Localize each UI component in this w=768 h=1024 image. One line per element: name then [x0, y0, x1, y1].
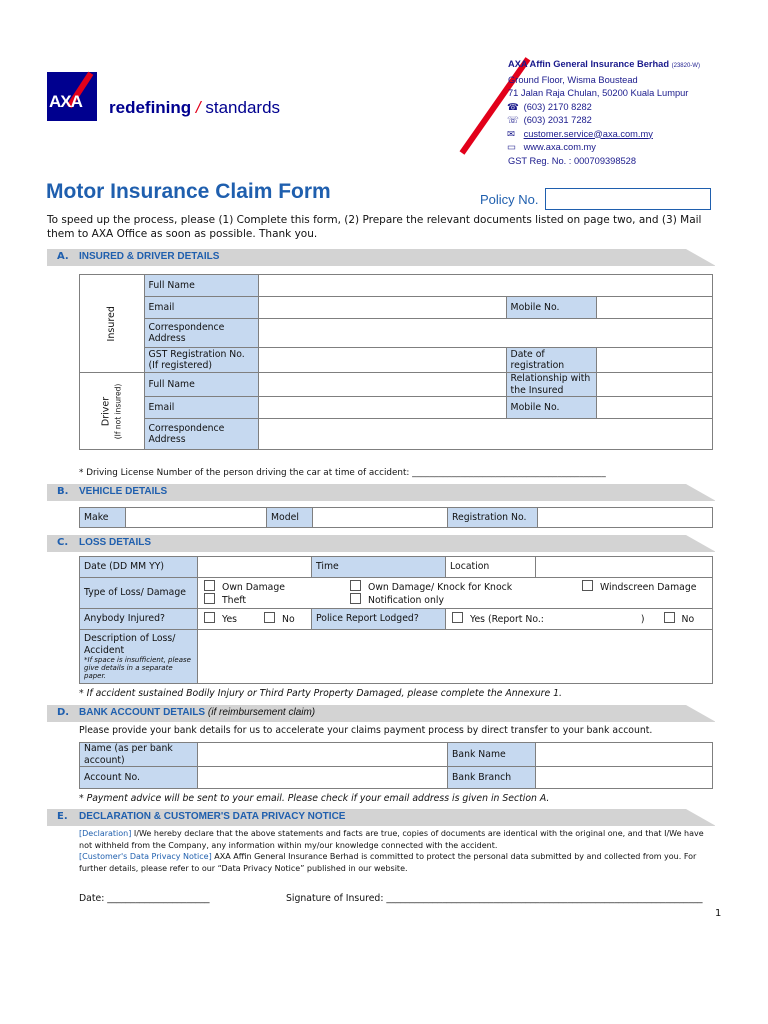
section-title: VEHICLE DETAILS — [79, 486, 168, 497]
description-title: Description of Loss/ Accident — [84, 633, 176, 656]
date-field[interactable] — [198, 557, 312, 578]
driver-email-field[interactable] — [258, 397, 506, 419]
checkbox[interactable] — [452, 612, 463, 623]
type-of-loss-label: Type of Loss/ Damage — [80, 578, 198, 609]
logo-text: AXA — [49, 92, 82, 111]
checkbox[interactable] — [204, 580, 215, 591]
injured-no-option[interactable]: No — [264, 614, 295, 625]
insured-address-label: Correspondence Address — [144, 319, 258, 348]
make-field[interactable] — [126, 508, 267, 528]
annexure-note: * If accident sustained Bodily Injury or Third Party Property Damaged, please complete the Annexure 1. — [79, 688, 563, 699]
bank-table — [79, 742, 713, 789]
company-email[interactable]: customer.service@axa.com.my — [523, 128, 653, 139]
phone-icon: ☎ — [507, 101, 519, 112]
section-a-header — [47, 249, 715, 266]
company-name: AXA Affin General Insurance Berhad — [508, 59, 670, 69]
license-note: * Driving License Number of the person driving the car at time of accident: ____________________________________________ — [79, 468, 606, 478]
section-d-header — [47, 705, 715, 722]
section-c-header — [47, 535, 715, 552]
section-letter: E. — [57, 811, 68, 822]
make-label: Make — [80, 508, 126, 528]
insured-signature-line[interactable]: Signature of Insured: ____________________________________________________________________ — [286, 893, 703, 904]
section-letter: D. — [57, 707, 70, 718]
declaration-body: I/We hereby declare that the above statements and facts are true, copies of documents are identical with the original one, and that I/We have not withheld from the Company, any information within my/our knowledge connected with the accident. — [79, 829, 704, 850]
bank-name-label: Bank Name — [448, 743, 536, 767]
page-number: 1 — [715, 908, 722, 919]
loss-details-table — [79, 556, 713, 684]
bank-branch-field[interactable] — [536, 767, 713, 789]
bank-name-field[interactable] — [536, 743, 713, 767]
driver-address-field[interactable] — [258, 419, 712, 450]
account-no-label: Account No. — [80, 767, 198, 789]
policy-number-field[interactable] — [545, 188, 711, 210]
location-field[interactable] — [536, 557, 713, 578]
insured-email-field[interactable] — [258, 297, 506, 319]
fax-icon: ☏ — [507, 115, 519, 125]
section-title: LOSS DETAILS — [79, 537, 152, 548]
account-name-label: Name (as per bank account) — [80, 743, 198, 767]
model-label: Model — [267, 508, 313, 528]
insured-driver-table — [79, 274, 713, 450]
slogan — [109, 98, 280, 118]
section-e-header — [47, 809, 715, 826]
section-title: DECLARATION & CUSTOMER'S DATA PRIVACY NOTICE — [79, 811, 346, 822]
bank-intro: Please provide your bank details for us to accelerate your claims payment process by direct transfer to your bank account. — [79, 725, 653, 736]
date-registration-field[interactable] — [596, 348, 712, 373]
windscreen-option[interactable]: Windscreen Damage — [582, 580, 696, 594]
relationship-label: Relationship with the Insured — [506, 373, 596, 397]
checkbox[interactable] — [582, 580, 593, 591]
section-letter: C. — [57, 537, 69, 548]
gst-number: GST Reg. No. : 000709398528 — [508, 155, 637, 166]
description-field[interactable] — [198, 630, 713, 684]
police-no-option[interactable]: No — [664, 614, 695, 625]
vehicle-table — [79, 507, 713, 528]
anybody-injured-label: Anybody Injured? — [80, 609, 198, 630]
police-report-label: Police Report Lodged? — [312, 609, 446, 630]
driver-full-name-label: Full Name — [144, 373, 258, 397]
page-title: Motor Insurance Claim Form — [46, 180, 331, 203]
checkbox[interactable] — [204, 612, 215, 623]
section-title: INSURED & DRIVER DETAILS — [79, 251, 220, 262]
declaration-tag: [Declaration] — [79, 829, 132, 838]
checkbox[interactable] — [204, 593, 215, 604]
checkbox[interactable] — [664, 612, 675, 623]
insured-address-field[interactable] — [258, 319, 712, 348]
company-website[interactable]: www.axa.com.my — [523, 142, 596, 152]
driver-full-name-field[interactable] — [258, 373, 506, 397]
injured-options — [198, 609, 312, 630]
privacy-body: AXA Affin General Insurance Berhad is committed to protect the personal data submitted by and collected from you. For further details, please refer to our “Data Privacy Notice” published in our website. — [79, 852, 697, 873]
phone-number: (603) 2170 8282 — [523, 101, 592, 112]
company-reg: (23820-W) — [671, 63, 700, 69]
address-line-2: 71 Jalan Raja Chulan, 50200 Kuala Lumpur — [508, 88, 689, 98]
date-signature-line[interactable]: Date: ______________________ — [79, 893, 210, 904]
slogan-bold: redefining — [109, 98, 192, 117]
section-letter: A. — [57, 251, 69, 262]
checkbox[interactable] — [264, 612, 275, 623]
intro-text: To speed up the process, please (1) Complete this form, (2) Prepare the relevant documents listed on page two, and (3) Mail them to AXA Office as soon as possible. Thank you. — [47, 214, 702, 240]
account-name-field[interactable] — [198, 743, 448, 767]
insured-side-label: Insured — [80, 275, 145, 373]
relationship-field[interactable] — [596, 373, 712, 397]
section-letter: B. — [57, 486, 69, 497]
section-title: BANK ACCOUNT DETAILS (if reimbursement claim) — [79, 707, 316, 718]
computer-icon: ▭ — [507, 142, 516, 152]
own-damage-option[interactable]: Own Damage — [204, 580, 350, 594]
checkbox[interactable] — [350, 580, 361, 591]
insured-mobile-field[interactable] — [596, 297, 712, 319]
bank-branch-label: Bank Branch — [448, 767, 536, 789]
police-report-close: ) — [640, 614, 645, 626]
registration-field[interactable] — [538, 508, 713, 528]
description-label — [80, 630, 198, 684]
privacy-tag: [Customer's Data Privacy Notice] — [79, 852, 212, 861]
checkbox[interactable] — [350, 593, 361, 604]
insured-full-name-field[interactable] — [258, 275, 712, 297]
insured-email-label: Email — [144, 297, 258, 319]
slogan-slash: / — [195, 98, 201, 117]
time-label: Time — [312, 557, 446, 578]
gst-reg-label: GST Registration No. (If registered) — [144, 348, 258, 373]
date-label: Date (DD MM YY) — [80, 557, 198, 578]
driver-address-label: Correspondence Address — [144, 419, 258, 450]
police-yes-option[interactable]: Yes (Report No.: — [452, 614, 544, 625]
fax-number: (603) 2031 7282 — [523, 115, 592, 125]
description-note: *If space is insufficient, please give details in a separate paper. — [84, 656, 191, 680]
slogan-rest: standards — [205, 98, 281, 117]
address-line-1: Ground Floor, Wisma Boustead — [508, 74, 638, 85]
date-registration-label: Date of registration — [506, 348, 596, 373]
model-field[interactable] — [313, 508, 448, 528]
policy-label: Policy No. — [480, 192, 539, 207]
account-no-field[interactable] — [198, 767, 448, 789]
insured-full-name-label: Full Name — [144, 275, 258, 297]
declaration-text — [79, 828, 715, 874]
knock-for-knock-option[interactable]: Own Damage/ Knock for Knock — [350, 580, 582, 594]
theft-option[interactable]: Theft — [204, 593, 350, 607]
location-label: Location — [446, 557, 536, 578]
payment-note: * Payment advice will be sent to your email. Please check if your email address is given in Section A. — [79, 793, 550, 804]
section-b-header — [47, 484, 715, 501]
driver-mobile-label: Mobile No. — [506, 397, 596, 419]
gst-reg-field[interactable] — [258, 348, 506, 373]
injured-yes-option[interactable]: Yes — [204, 614, 237, 625]
company-info — [508, 58, 700, 168]
driver-email-label: Email — [144, 397, 258, 419]
registration-label: Registration No. — [448, 508, 538, 528]
type-of-loss-options — [198, 578, 713, 609]
driver-mobile-field[interactable] — [596, 397, 712, 419]
driver-side-label: Driver (If not insured) — [80, 373, 145, 450]
notification-only-option[interactable]: Notification only — [350, 593, 582, 607]
insured-mobile-label: Mobile No. — [506, 297, 596, 319]
police-report-options — [446, 609, 713, 630]
axa-logo — [47, 72, 97, 121]
mail-icon: ✉ — [507, 128, 515, 139]
